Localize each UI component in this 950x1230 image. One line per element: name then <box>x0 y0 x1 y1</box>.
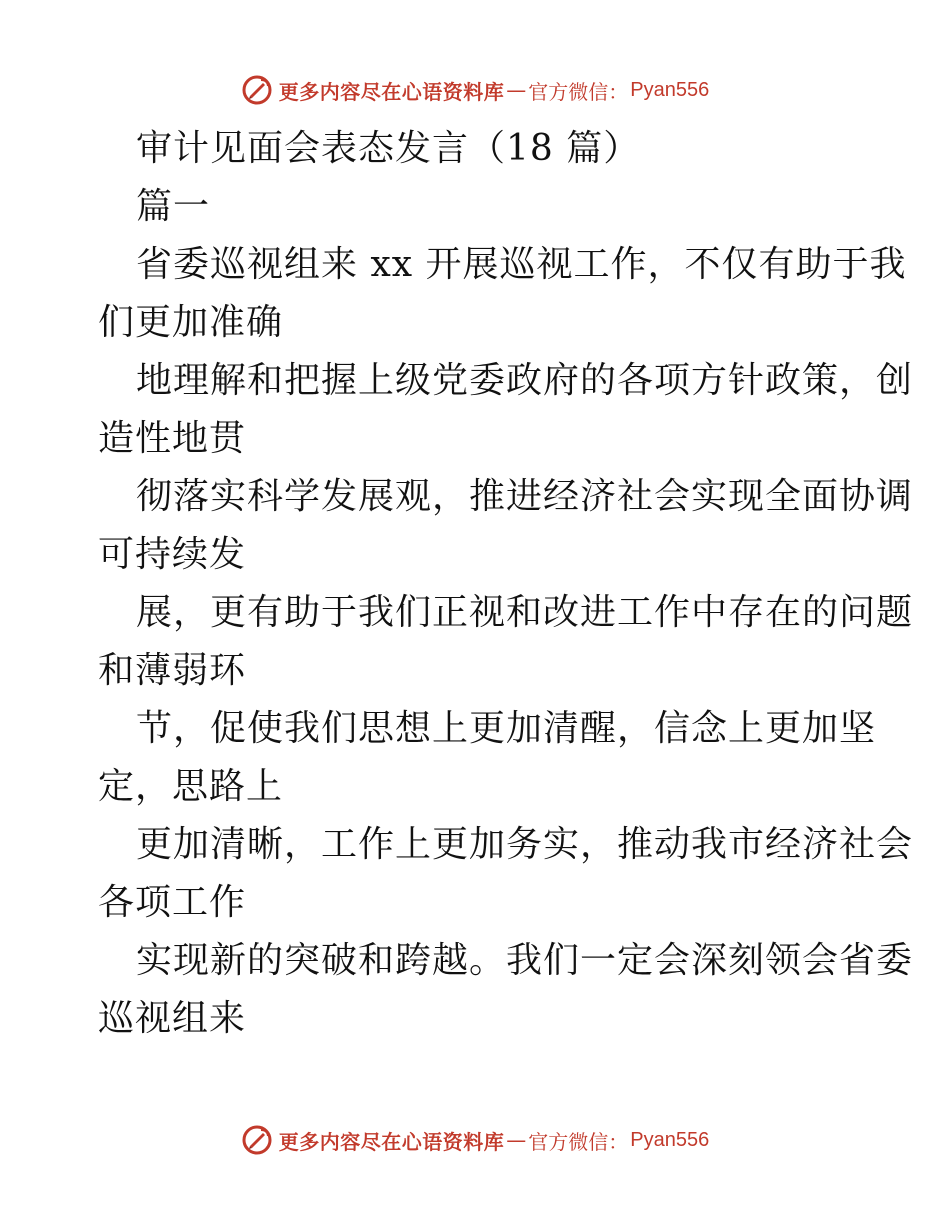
body-line: 展，更有助于我们正视和改进工作中存在的问题 <box>136 592 914 633</box>
watermark-separator: — <box>506 1128 527 1152</box>
body-line: 各项工作 <box>98 882 247 923</box>
body-line: 省委巡视组来 xx 开展巡视工作，不仅有助于我 <box>136 244 907 285</box>
quill-logo-icon <box>241 1124 273 1156</box>
body-line: 节，促使我们思想上更加清醒，信念上更加坚 <box>136 708 877 749</box>
body-line: 地理解和把握上级党委政府的各项方针政策，创 <box>136 360 914 401</box>
body-line: 巡视组来 <box>98 998 247 1039</box>
watermark-banner-top <box>0 70 950 110</box>
body-line: 们更加准确 <box>98 302 284 343</box>
watermark-banner-bottom <box>0 1120 950 1160</box>
body-line: 和薄弱环 <box>98 650 247 691</box>
body-line: 造性地贯 <box>98 418 247 459</box>
document-title: 审计见面会表态发言（18 篇） <box>136 128 641 169</box>
watermark-wechat-id: Pyan556 <box>630 78 710 101</box>
watermark-separator: — <box>506 78 527 102</box>
watermark-wechat-label: 官方微信： <box>528 1129 629 1154</box>
body-line: 更加清晰，工作上更加务实，推动我市经济社会 <box>136 824 914 865</box>
body-line: 彻落实科学发展观，推进经济社会实现全面协调 <box>136 476 914 517</box>
watermark-wechat-label: 官方微信： <box>528 79 629 104</box>
body-line: 可持续发 <box>98 534 247 575</box>
watermark-brand: 更多内容尽在心语资料库 <box>278 1129 505 1154</box>
body-line: 定，思路上 <box>98 766 284 807</box>
body-line: 实现新的突破和跨越。我们一定会深刻领会省委 <box>136 940 914 981</box>
watermark-brand: 更多内容尽在心语资料库 <box>278 79 505 104</box>
watermark-wechat-id: Pyan556 <box>630 1128 710 1151</box>
section-heading: 篇一 <box>136 186 211 227</box>
quill-logo-icon <box>241 74 273 106</box>
